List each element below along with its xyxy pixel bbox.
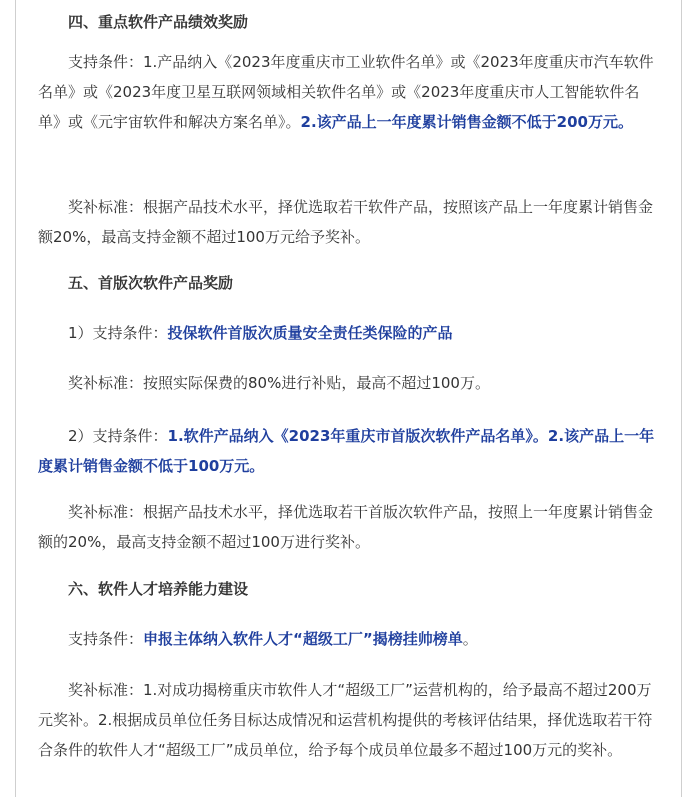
section-6-condition — [38, 624, 656, 654]
section-6-standard: 奖补标准：1.对成功揭榜重庆市软件人才“超级工厂”运营机构的，给予最高不超过200万元奖补。2.根据成员单位任务目标达成情况和运营机构提供的考核评估结果，择优选取若干符合条件的软件人才“超级工厂”成员单位，给予每个成员单位最多不超过100万元的奖补。 — [38, 681, 653, 759]
left-border-line — [15, 0, 16, 797]
section-5-item1-standard: 奖补标准：按照实际保费的80%进行补贴，最高不超过100万。 — [68, 374, 490, 392]
section-4-standard: 奖补标准：根据产品技术水平，择优选取若干软件产品，按照该产品上一年度累计销售金额20%，最高支持金额不超过100万元给予奖补。 — [38, 198, 654, 246]
section-4-condition-text: 支持条件：1.产品纳入《2023年度重庆市工业软件名单》或《2023年度重庆市汽车软件名单》或《2023年度卫星互联网领域相关软件名单》或《2023年度重庆市人工智能软件名单》或《元宇宙软件和解决方案名单》。 — [38, 53, 654, 131]
section-5-item1-condition — [38, 318, 656, 348]
section-6-heading: 六、软件人才培养能力建设 — [68, 580, 249, 598]
section-5-heading: 五、首版次软件产品奖励 — [68, 274, 234, 292]
right-border-line — [681, 0, 682, 797]
section-5-item2-condition — [38, 421, 656, 481]
section-5-item2-highlight: 1.软件产品纳入《2023年重庆市首版次软件产品名单》。2.该产品上一年度累计销售金额不低于100万元。 — [38, 427, 655, 475]
section-5-item1-prefix: 1）支持条件： — [68, 324, 168, 342]
section-5-item2-standard: 奖补标准：根据产品技术水平，择优选取若干首版次软件产品，按照上一年度累计销售金额的20%，最高支持金额不超过100万进行奖补。 — [38, 503, 654, 551]
section-6-condition-suffix: 。 — [462, 630, 478, 648]
section-5-item1-highlight: 投保软件首版次质量安全责任类保险的产品 — [167, 324, 453, 342]
section-6-condition-prefix: 支持条件： — [68, 630, 144, 648]
section-6-condition-highlight: 申报主体纳入软件人才“超级工厂”揭榜挂帅榜单 — [143, 630, 463, 648]
section-4-heading: 四、重点软件产品绩效奖励 — [68, 13, 249, 31]
section-5-item2-prefix: 2）支持条件： — [68, 427, 168, 445]
section-4-condition — [38, 47, 656, 137]
section-4-condition-highlight: 2.该产品上一年度累计销售金额不低于200万元。 — [300, 113, 633, 131]
